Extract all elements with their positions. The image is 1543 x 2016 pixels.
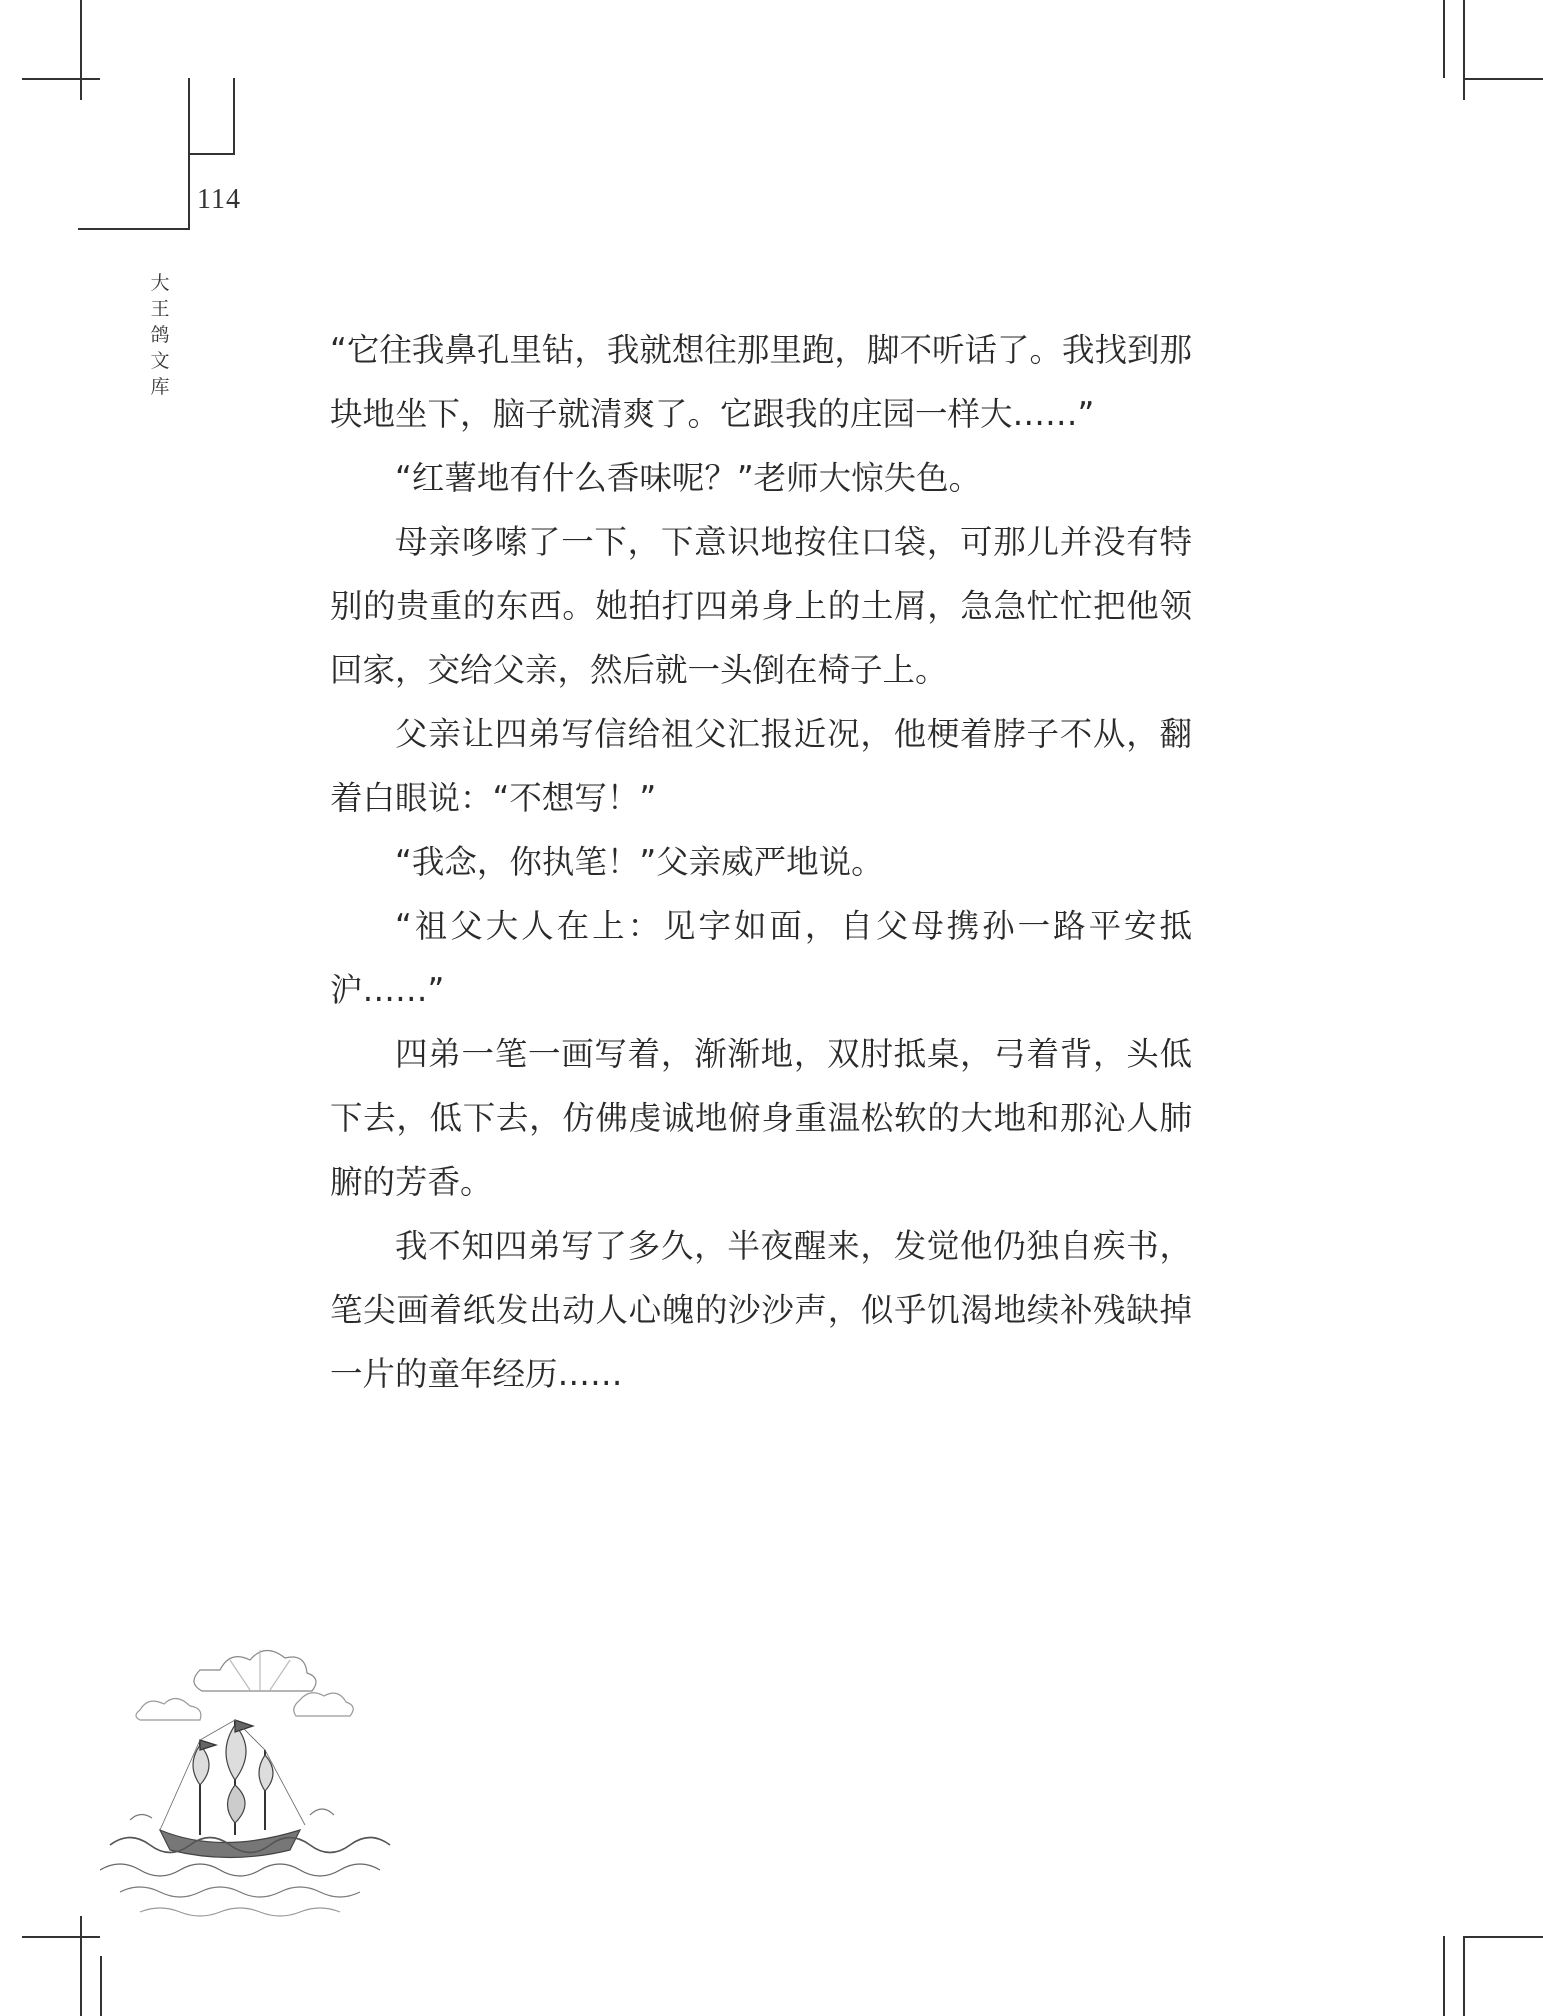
paragraph: “红薯地有什么香味呢？”老师大惊失色。 <box>395 459 982 497</box>
paragraph: “我念，你执笔！”父亲威严地说。 <box>395 843 884 881</box>
ship-illustration <box>100 1630 410 1930</box>
body-text <box>330 318 1192 1406</box>
series-title-vertical: 大王鸽文库 <box>150 272 170 398</box>
paragraph: “祖父大人在上：见字如面，自父母携孙一路平安抵沪……” <box>330 907 1192 1009</box>
paragraph: “它往我鼻孔里钻，我就想往那里跑，脚不听话了。我找到那块地坐下，脑子就清爽了。它跟我的庄园一样大……” <box>330 331 1192 433</box>
paragraph: 母亲哆嗦了一下，下意识地按住口袋，可那儿并没有特别的贵重的东西。她拍打四弟身上的土屑，急急忙忙把他领回家，交给父亲，然后就一头倒在椅子上。 <box>330 523 1192 689</box>
paragraph: 四弟一笔一画写着，渐渐地，双肘抵桌，弓着背，头低下去，低下去，仿佛虔诚地俯身重温松软的大地和那沁人肺腑的芳香。 <box>330 1035 1192 1201</box>
page-number: 114 <box>197 184 241 215</box>
paragraph: 父亲让四弟写信给祖父汇报近况，他梗着脖子不从，翻着白眼说：“不想写！” <box>330 715 1192 817</box>
paragraph: 我不知四弟写了多久，半夜醒来，发觉他仍独自疾书，笔尖画着纸发出动人心魄的沙沙声，似乎饥渴地续补残缺掉一片的童年经历…… <box>330 1227 1192 1393</box>
